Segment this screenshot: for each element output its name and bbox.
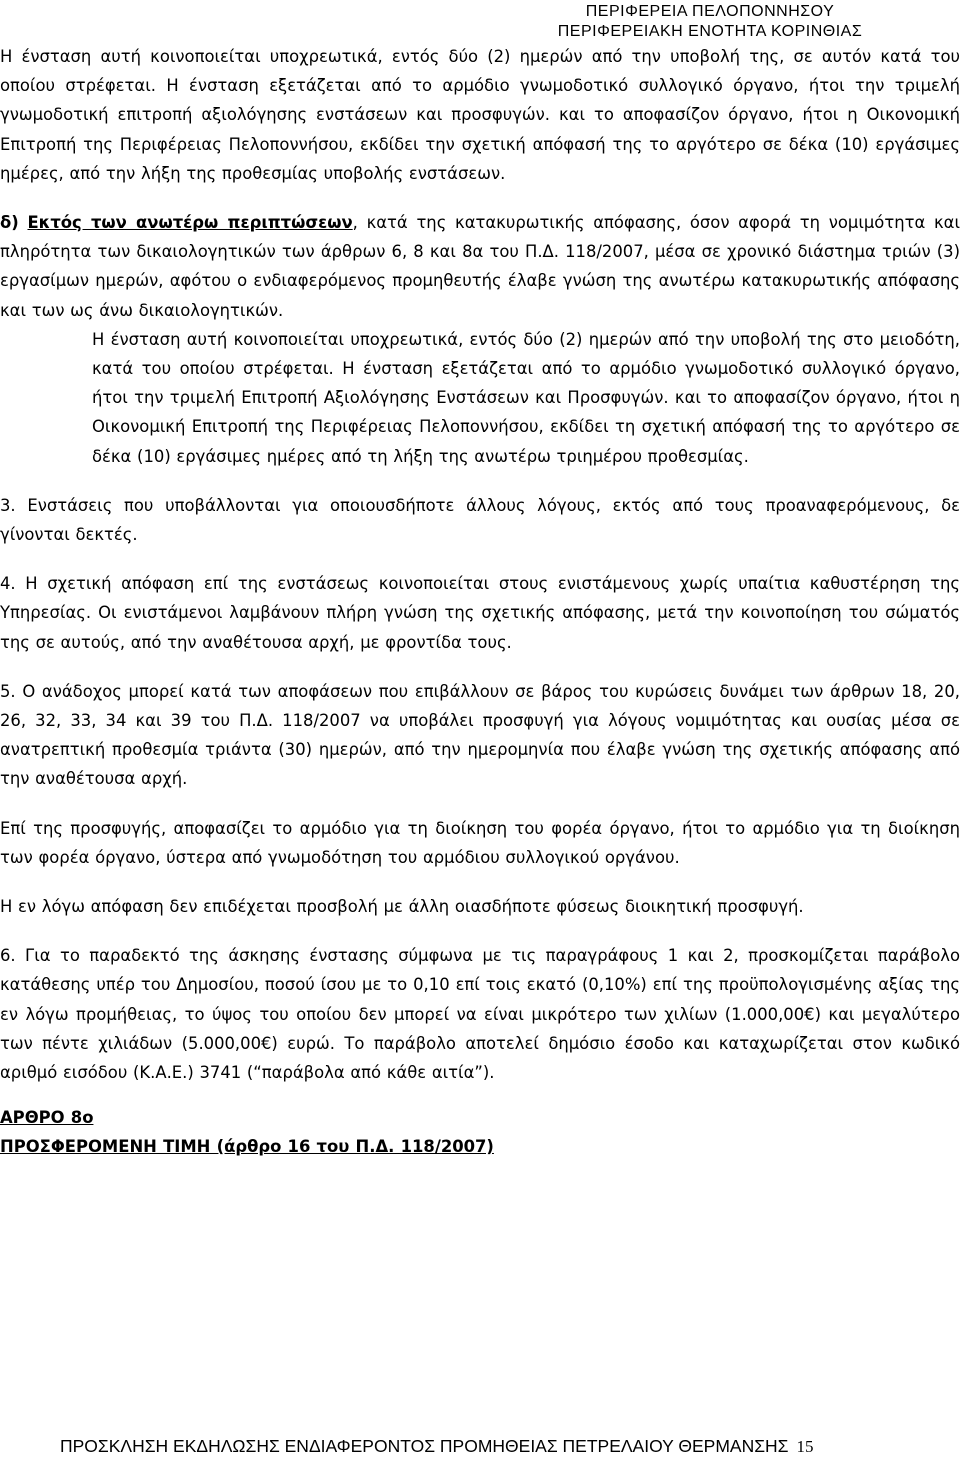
paragraph-no-further-appeal: Η εν λόγω απόφαση δεν επιδέχεται προσβολή με άλλη οιασδήποτε φύσεως διοικητική προσφυγή.: [0, 897, 804, 917]
case-d-prefix: δ): [0, 213, 19, 233]
page-header: [500, 2, 920, 42]
paragraph-case-d-notification: Η ένσταση αυτή κοινοποιείται υποχρεωτικά, εντός δύο (2) ημερών από την υποβολή της στο μειοδότη, κατά του οποίου στρέφεται. Η ένσταση εξετάζεται από το αρμόδιο γνωμοδοτικό συλλογικό όργανο, ήτοι την τριμελή Επιτροπή Αξιολόγησης Ενστάσεων και Προσφυγών. και το αποφασίζον όργανο, ήτοι η Οικονομική Επιτροπή της Περιφέρειας Πελοποννήσου, εκδίδει τη σχετική απόφασή της το αργότερο σε δέκα (10) εργάσιμες ημέρες από τη λήξη της ανωτέρω τριημέρου προθεσμίας.: [92, 329, 960, 466]
paragraph-appeal: Επί της προσφυγής, αποφασίζει το αρμόδιο για τη διοίκηση του φορέα όργανο, ήτοι το αρμόδιο για τη διοίκηση των φορέα όργανο, ύστερα από γνωμοδότηση του αρμόδιου συλλογικού οργάνου.: [0, 818, 960, 867]
case-d-title: Εκτός των ανωτέρω περιπτώσεων: [27, 213, 353, 233]
paragraph-3: 3. Ενστάσεις που υποβάλλονται για οποιουσδήποτε άλλους λόγους, εκτός από τους προαναφερόμενους, δε γίνονται δεκτές.: [0, 495, 960, 545]
page-footer: [60, 1436, 960, 1457]
case-d-text: , κατά της κατακυρωτικής απόφασης, όσον αφορά τη νομιμότητα και πληρότητα των δικαιολογητικών των άρθρων 6, 8 και 8α του Π.Δ. 118/2007, μέσα σε χρονικό διάστημα τριών (3) εργασίμων ημερών, αφότου ο ενδιαφερόμενος προμηθευτής έλαβε γνώση της ανωτέρω κατακυρωτικής απόφασης και των ως άνω δικαιολογητικών.: [0, 213, 960, 320]
paragraph-objection-notification: Η ένσταση αυτή κοινοποιείται υποχρεωτικά, εντός δύο (2) ημερών από την υποβολή της, σε αυτόν κατά του οποίου στρέφεται. Η ένσταση εξετάζεται από το αρμόδιο γνωμοδοτικό συλλογικό όργανο, ήτοι την τριμελή γνωμοδοτική επιτροπή αξιολόγησης ενστάσεων και προσφυγών. και το αποφασίζον όργανο, ήτοι η Οικονομική Επιτροπή της Περιφέρειας Πελοποννήσου, εκδίδει την σχετική απόφασή της το αργότερο σε δέκα (10) εργάσιμες ημέρες, από την λήξη της προθεσμίας υποβολής ενστάσεων.: [0, 47, 960, 183]
paragraph-6: 6. Για το παραδεκτό της άσκησης ένστασης σύμφωνα με τις παραγράφους 1 και 2, προσκομίζεται παράβολο κατάθεσης υπέρ του Δημοσίου, ποσού ίσου με το 0,10 επί τοις εκατό (0,10%) επί της προϋπολογισμένης αξίας της εν λόγω προμήθειας, το ύψος του οποίου δεν μπορεί να είναι μικρότερο των χιλίων (1.000,00€) και μεγαλύτερο των πέντε χιλιάδων (5.000,00€) ευρώ. Το παράβολο αποτελεί δημόσιο έσοδο και καταχωρίζεται στον κωδικό αριθμό εισόδου (Κ.Α.Ε.) 3741 (“παράβολα από κάθε αιτία”).: [0, 946, 960, 1083]
document-body: [0, 42, 960, 1161]
page-number: 15: [796, 1437, 814, 1456]
article-number: ΑΡΘΡΟ 8ο: [0, 1108, 94, 1128]
paragraph-4: 4. Η σχετική απόφαση επί της ενστάσεως κοινοποιείται στους ενιστάμενους χωρίς υπαίτια καθυστέρηση της Υπηρεσίας. Οι ενιστάμενοι λαμβάνουν πλήρη γνώση της σχετικής απόφασης, μετά την κοινοποίηση του σώματός της σε αυτούς, από την αναθέτουσα αρχή, με φροντίδα τους.: [0, 574, 960, 652]
paragraph-5: 5. Ο ανάδοχος μπορεί κατά των αποφάσεων που επιβάλλουν σε βάρος του κυρώσεις δυνάμει των άρθρων 18, 20, 26, 32, 33, 34 και 39 του Π.Δ. 118/2007 να υποβάλει προσφυγή για λόγους νομιμότητας και ουσίας μέσα σε ανατρεπτική προθεσμία τριάντα (30) ημερών, από την ημερομηνία που έλαβε γνώση της σχετικής απόφασης από την αναθέτουσα αρχή.: [0, 681, 960, 789]
article-heading: [0, 1103, 960, 1161]
article-title: ΠΡΟΣΦΕΡΟΜΕΝΗ ΤΙΜΗ (άρθρο 16 του Π.Δ. 118/2007): [0, 1137, 494, 1157]
header-regional-unit: ΠΕΡΙΦΕΡΕΙΑΚΗ ΕΝΟΤΗΤΑ ΚΟΡΙΝΘΙΑΣ: [557, 23, 863, 40]
footer-title: ΠΡΟΣΚΛΗΣΗ ΕΚΔΗΛΩΣΗΣ ΕΝΔΙΑΦΕΡΟΝΤΟΣ ΠΡΟΜΗΘΕΙΑΣ ΠΕΤΡΕΛΑΙΟΥ ΘΕΡΜΑΝΣΗΣ: [60, 1436, 789, 1456]
paragraph-case-d: [0, 208, 960, 325]
header-region: ΠΕΡΙΦΕΡΕΙΑ ΠΕΛΟΠΟΝΝΗΣΟΥ: [585, 3, 835, 20]
